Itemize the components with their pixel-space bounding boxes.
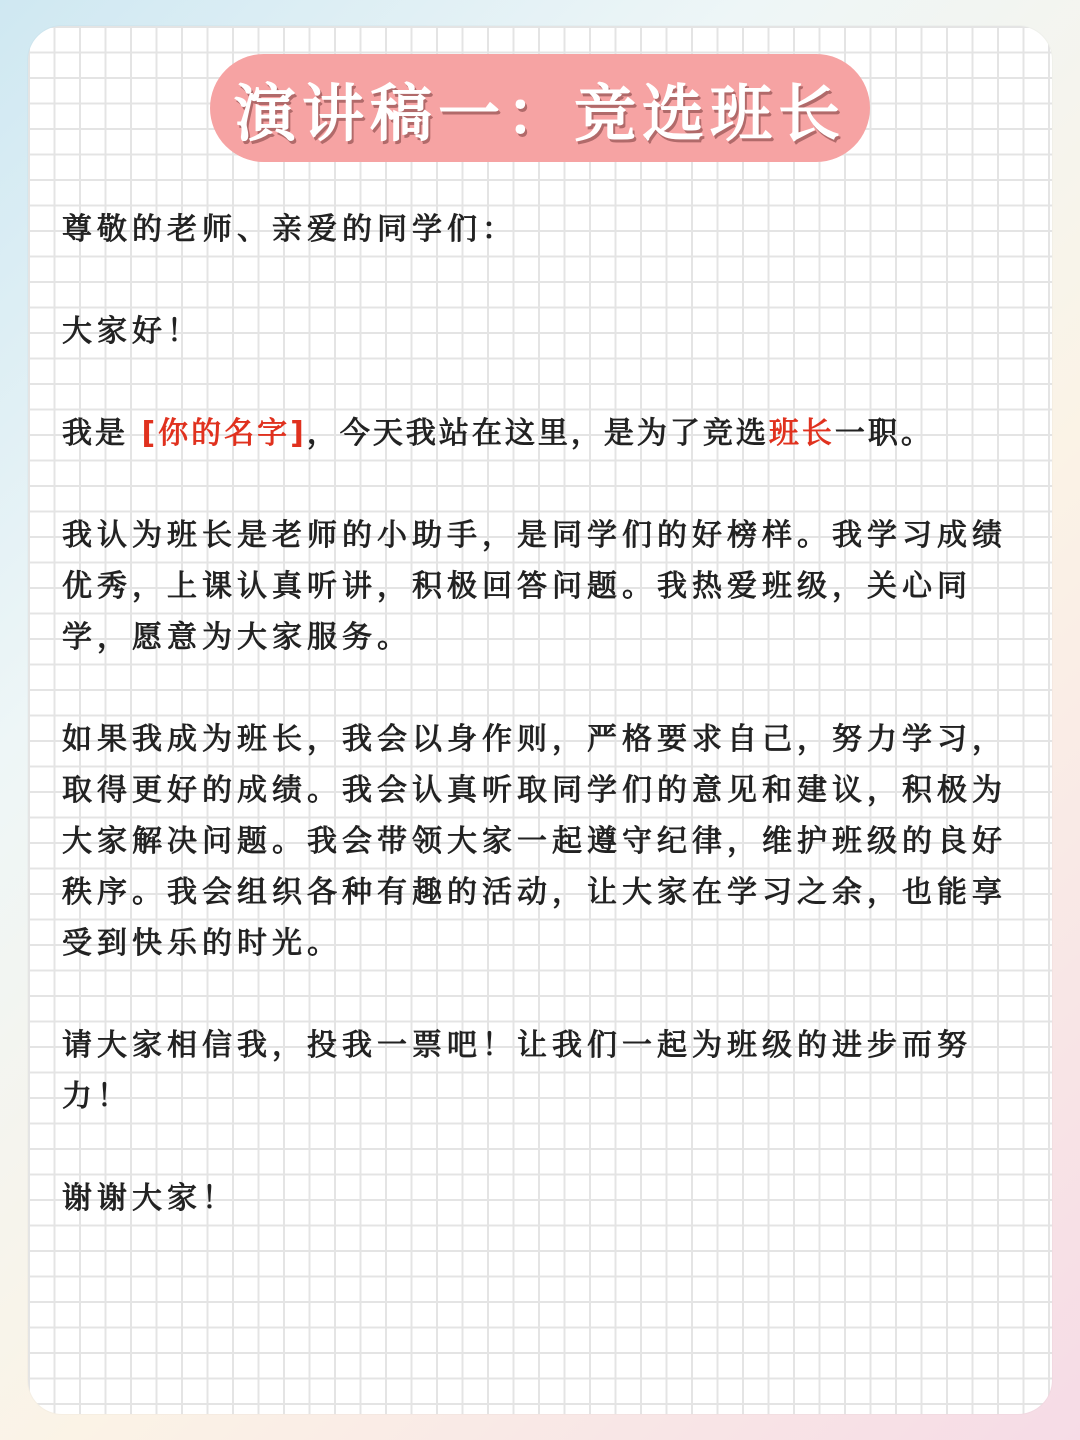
greeting-line: 尊敬的老师、亲爱的同学们： — [62, 212, 517, 247]
paragraph-spacer — [62, 459, 1012, 510]
intro-line — [62, 408, 1012, 459]
speech-body — [62, 204, 1012, 1224]
intro-suffix: 一职。 — [834, 416, 934, 451]
intro-prefix: 我是 — [62, 416, 128, 451]
hello-line: 大家好！ — [62, 314, 202, 349]
closing-line: 谢谢大家！ — [62, 1181, 237, 1216]
speech-card — [28, 26, 1052, 1414]
name-placeholder: [你的名字] — [141, 416, 307, 451]
paragraph-spacer — [62, 663, 1012, 714]
paragraph-1: 我认为班长是老师的小助手，是同学们的好榜样。我学习成绩优秀，上课认真听讲，积极回答问题。我热爱班级，关心同学，愿意为大家服务。 — [62, 518, 1007, 655]
paragraph-2: 如果我成为班长，我会以身作则，严格要求自己，努力学习，取得更好的成绩。我会认真听取同学们的意见和建议，积极为大家解决问题。我会带领大家一起遵守纪律，维护班级的良好秩序。我会组织各种有趣的活动，让大家在学习之余，也能享受到快乐的时光。 — [62, 722, 1007, 961]
paragraph-3: 请大家相信我，投我一票吧！让我们一起为班级的进步而努力！ — [62, 1028, 972, 1114]
position-highlight: 班长 — [768, 416, 835, 451]
paragraph-spacer — [62, 255, 1012, 306]
title-banner — [210, 54, 870, 162]
page-title: 演讲稿一：竞选班长 — [233, 76, 846, 150]
paragraph-spacer — [62, 969, 1012, 1020]
paragraph-spacer — [62, 1122, 1012, 1173]
paragraph-spacer — [62, 357, 1012, 408]
intro-middle: ，今天我站在这里，是为了竞选 — [306, 416, 769, 451]
